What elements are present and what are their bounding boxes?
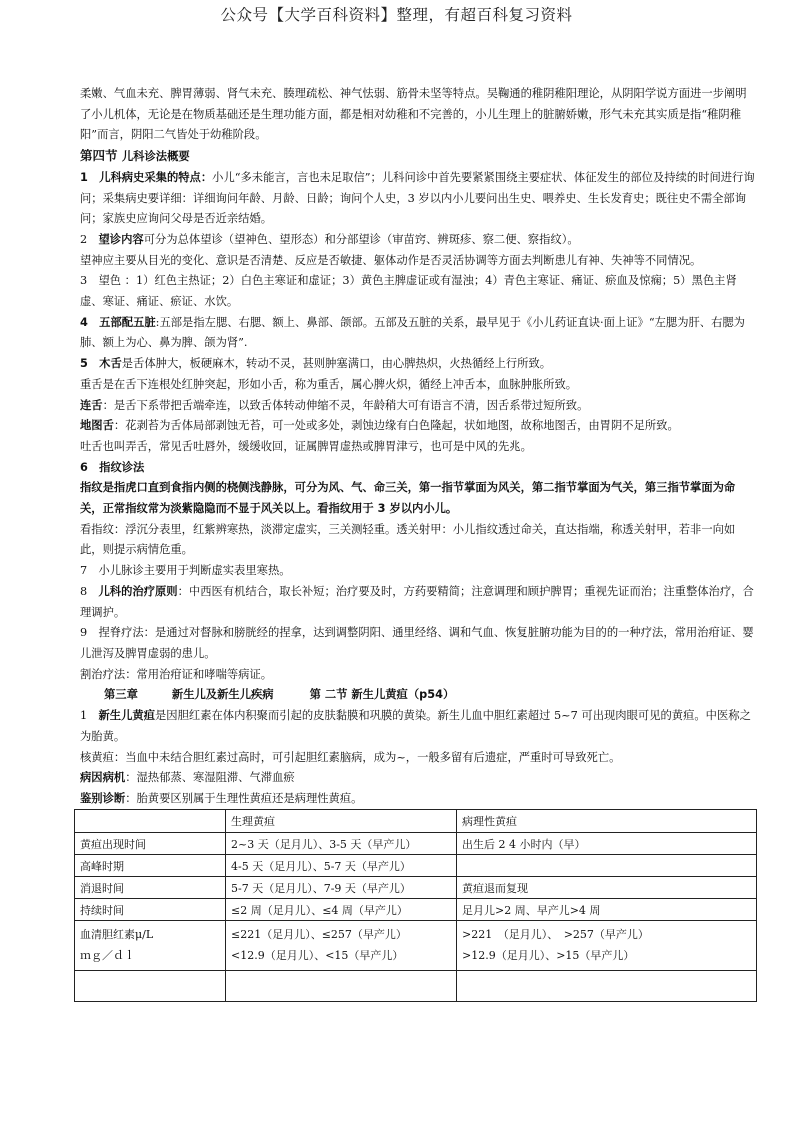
table-cell: 4-5 天（足月儿）、5-7 天（早产儿） — [226, 855, 457, 877]
paragraph-text: 是因胆红素在体内积聚而引起的皮肤黏膜和巩膜的黄染。新生儿血中胆红素超过 5~7 可出现肉眼可见的黄疸。中医称之为胎黄。 — [80, 709, 751, 743]
table-header-cell: 生理黄疸 — [226, 810, 457, 833]
document-body — [80, 84, 756, 810]
table-row — [75, 855, 757, 877]
table-cell — [226, 971, 457, 1002]
table-cell — [75, 971, 226, 1002]
paragraph-text: ：胎黄要区别属于生理性黄疸还是病理性黄疸。 — [125, 791, 363, 805]
paragraph-number: 2 — [80, 232, 99, 246]
paragraph-number: 1 — [80, 709, 99, 723]
table-row — [75, 833, 757, 855]
paragraph-text: 可分为总体望诊（望神色、望形态）和分部望诊（审苗窍、辨斑疹、察二便、察指纹）。 — [143, 232, 579, 246]
paragraph-differential-diagnosis — [80, 789, 756, 810]
table-cell: 消退时间 — [75, 877, 226, 899]
paragraph-label: 连舌 — [80, 398, 103, 412]
paragraph-label: 儿科的治疗原则 — [98, 584, 178, 598]
paragraph-label: 4 五部配五脏 — [80, 315, 156, 329]
cell-line: >221 （足月儿）、 >257（早产儿） — [462, 928, 649, 941]
chapter-section-title: 新生儿黄疸（p54） — [351, 688, 455, 702]
paragraph-five-parts — [80, 313, 756, 354]
table-header-row — [75, 810, 757, 833]
paragraph-text: :五部是指左腮、右腮、额上、鼻部、颌部。五部及五脏的关系，最早见于《小儿药证直诀·面上证》“左腮为肝、右腮为肺、额上为心、鼻为脾、颌为肾”. — [80, 315, 745, 350]
paragraph-color: 3 望色 ：1）红色主热证；2）白色主寒证和虚证；3）黄色主脾虚证或有湿浊；4）青色主寒证、痛证、瘀血及惊痫；5）黑色主肾虚、寒证、痛证、瘀证、水饮。 — [80, 274, 737, 309]
table-cell: 黄疸退而复现 — [457, 877, 757, 899]
paragraph-protruding-tongue: 吐舌也叫弄舌，常见舌吐唇外，缓缓收回，证属脾胃虚热或脾胃津亏，也可是中风的先兆。 — [80, 439, 532, 453]
paragraph-text: ：湿热郁蒸、寒湿阻滞、气滞血瘀 — [125, 771, 295, 785]
table-row — [75, 877, 757, 899]
chapter-section-number: 第 二节 — [309, 688, 348, 702]
paragraph-inspection — [80, 230, 756, 251]
table-cell — [457, 971, 757, 1002]
paragraph-geographic-tongue — [80, 416, 756, 437]
paragraph-label: 5 木舌 — [80, 357, 122, 371]
paragraph-finger-vein-reading: 看指纹：浮沉分表里，红紫辨寒热，淡滞定虚实，三关测轻重。透关射甲：小儿指纹透过命关，直达指端，称透关射甲，若非一向如此，则提示病情危重。 — [80, 522, 736, 557]
table-header-cell — [75, 810, 226, 833]
paragraph-label: 新生儿黄疸 — [98, 709, 155, 723]
table-header-cell: 病理性黄疸 — [457, 810, 757, 833]
section-heading — [80, 146, 756, 168]
table-row-empty — [75, 971, 757, 1002]
table-cell: 足月儿>2 周、早产儿>4 周 — [457, 899, 757, 921]
paragraph-text: ：中西医有机结合，取长补短；治疗要及时，方药要精简；注意调理和顾护脾胃；重视先证而治；注重整体治疗，合理调护。 — [80, 584, 754, 619]
cell-line: ≤221（足月儿）、≤257（早产儿） — [231, 928, 407, 941]
paragraph-text: ：是舌下系带把舌端牵连，以致舌体转动伸缩不灵，年龄稍大可有语言不清，因舌系带过短所致。 — [102, 398, 589, 412]
cell-line: 血清胆红素μ/L — [80, 928, 154, 941]
paragraph-text: ：花剥苔为舌体局部剥蚀无苔，可一处或多处，剥蚀边缘有白色隆起，状如地图，故称地图舌，由胃阴不足所致。 — [113, 419, 679, 433]
table-cell: 黄疸出现时间 — [75, 833, 226, 855]
paragraph-label: 1 儿科病史采集的特点： — [80, 170, 213, 184]
table-cell — [457, 921, 757, 971]
chapter-number: 第三章 — [104, 688, 138, 702]
paragraph-spirit: 望神应主要从目光的变化、意识是否清楚、反应是否敏捷、躯体动作是否灵活协调等方面去判断患儿有神、失神等不同情况。 — [80, 253, 702, 267]
section-number: 第四节 — [80, 148, 118, 164]
table-cell: 出生后 2 4 小时内（早） — [457, 833, 757, 855]
paragraph-etiology — [80, 768, 756, 789]
table-cell: 5-7 天（足月儿）、7-9 天（早产儿） — [226, 877, 457, 899]
paragraph-label: 6 指纹诊法 — [80, 460, 145, 474]
paragraph-cutting-therapy: 割治疗法：常用治疳证和哮喘等病证。 — [80, 667, 273, 681]
paragraph-number: 8 — [80, 584, 99, 598]
paragraph-wooden-tongue — [80, 354, 756, 375]
paragraph-treatment-principles — [80, 582, 756, 623]
cell-line: <12.9（足月儿）、<15（早产儿） — [231, 949, 404, 962]
chapter-heading — [80, 685, 756, 706]
paragraph-kernicterus: 核黄疸：当血中未结合胆红素过高时，可引起胆红素脑病，成为~，一般多留有后遗症，严重时可导致死亡。 — [80, 750, 621, 764]
paragraph-finger-vein-definition: 指纹是指虎口直到食指内侧的桡侧浅静脉，可分为风、气、命三关，第一指节掌面为风关，第二指节掌面为气关，第三指节掌面为命关，正常指纹常为淡紫隐隐而不显于风关以上。看指纹用于 3 岁以内小儿。 — [80, 481, 736, 516]
paragraph-finger-vein-heading — [80, 458, 756, 479]
table-row — [75, 899, 757, 921]
table-cell: ≤2 周（足月儿）、≤4 周（早产儿） — [226, 899, 457, 921]
table-cell: 2~3 天（足月儿）、3-5 天（早产儿） — [226, 833, 457, 855]
paragraph-label: 地图舌 — [80, 419, 114, 433]
paragraph-text: 是舌体肿大，板硬麻木，转动不灵，甚则肿塞满口，由心脾热炽，火热循经上行所致。 — [121, 357, 552, 371]
chapter-title: 新生儿及新生儿疾病 — [171, 688, 274, 702]
paragraph-label: 鉴别诊断 — [80, 791, 126, 805]
table-cell — [457, 855, 757, 877]
table-row-bilirubin — [75, 921, 757, 971]
cell-line: ｍｇ／ｄｌ — [80, 949, 135, 962]
table-cell — [226, 921, 457, 971]
paragraph-neonatal-jaundice — [80, 706, 756, 747]
paragraph-double-tongue: 重舌是在舌下连根处红肿突起，形如小舌，称为重舌，属心脾火炽，循经上冲舌本，血脉肿胀所致。 — [80, 377, 578, 391]
jaundice-comparison-table — [74, 809, 757, 1002]
cell-line: >12.9（足月儿）、>15（早产儿） — [462, 949, 635, 962]
page-header-watermark: 公众号【大学百科资料】整理，有超百科复习资料 — [220, 6, 573, 24]
table-cell — [75, 921, 226, 971]
paragraph-label: 望诊内容 — [98, 232, 144, 246]
paragraph-spine-pinching: 9 捏脊疗法：是通过对督脉和膀胱经的捏拿，达到调整阴阳、通里经络、调和气血、恢复脏腑功能为目的的一种疗法，常用治疳证、婴儿泄泻及脾胃虚弱的患儿。 — [80, 626, 754, 660]
paragraph-text: 小儿“多未能言，言也未足取信”；儿科问诊中首先要紧紧围绕主要症状、体征发生的部位及持续的时间进行询问；采集病史要详细：详细询问年龄、月龄、日龄；询问个人史，3 岁以内小儿要问出生史、喂养史、生长发育史；既往史不需全部询问；家族史应询问父母是否近亲结婚。 — [80, 170, 755, 226]
paragraph-pulse: 7 小儿脉诊主要用于判断虚实表里寒热。 — [80, 564, 291, 578]
paragraph-label: 病因病机 — [80, 771, 126, 785]
paragraph-history — [80, 168, 756, 230]
paragraph-tongue-tie — [80, 396, 756, 417]
intro-paragraph: 柔嫩、气血未充、脾胃薄弱、肾气未充、腠理疏松、神气怯弱、筋骨未坚等特点。吴鞠通的稚阴稚阳理论，从阴阳学说方面进一步阐明了小儿机体，无论是在物质基础还是生理功能方面，都是相对幼稚和不完善的，小儿生理上的脏腑娇嫩，形气未充其实质是指“稚阴稚阳”而言，阴阳二气皆处于幼稚阶段。 — [80, 87, 747, 142]
table-cell: 持续时间 — [75, 899, 226, 921]
table-cell: 高峰时期 — [75, 855, 226, 877]
section-title: 儿科诊法概要 — [121, 150, 190, 164]
